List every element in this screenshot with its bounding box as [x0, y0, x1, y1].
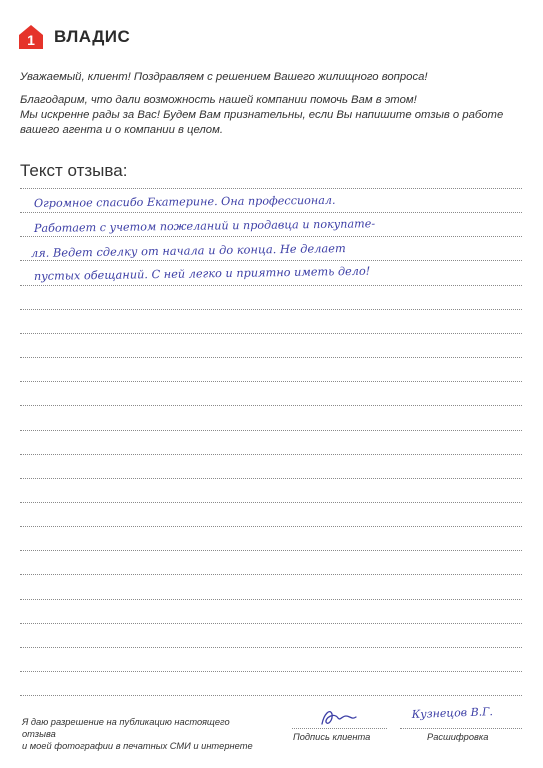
brand-logo [18, 24, 130, 50]
ruled-line [20, 695, 522, 696]
review-heading: Текст отзыва: [20, 161, 128, 180]
ruled-line [20, 260, 522, 261]
ruled-line [20, 188, 522, 189]
ruled-line [20, 381, 522, 382]
ruled-line [20, 574, 522, 575]
thanks-line-2: Мы искренне рады за Вас! Будем Вам признательны, если Вы напишите отзыв о работе [20, 109, 504, 121]
ruled-line [20, 550, 522, 551]
ruled-line [20, 430, 522, 431]
decoding-handwriting: Кузнецов В.Г. [411, 705, 494, 721]
decoding-line [400, 728, 522, 729]
consent-line-2: и моей фотографии в печатных СМИ и интернете [22, 741, 253, 751]
ruled-line [20, 599, 522, 600]
thanks-line-3: вашего агента и о компании в целом. [20, 124, 223, 136]
ruled-line [20, 671, 522, 672]
handwritten-line-1: Огромное спасибо Екатерине. Она профессионал. [33, 193, 336, 210]
ruled-line [20, 357, 522, 358]
brand-name: ВЛАДИС [54, 27, 131, 46]
handwritten-line-2: Работает с учетом пожеланий и продавца и покупате- [33, 217, 376, 235]
ruled-line [20, 405, 522, 406]
handwritten-line-3: ля. Ведет сделку от начала и до конца. Не делает [30, 241, 346, 260]
house-logo-icon [18, 24, 44, 50]
intro-text [20, 70, 520, 138]
ruled-line [20, 333, 522, 334]
consent-text [22, 716, 262, 752]
ruled-line [20, 478, 522, 479]
review-lines [20, 183, 522, 713]
ruled-line [20, 647, 522, 648]
ruled-line [20, 454, 522, 455]
ruled-line [20, 623, 522, 624]
handwritten-line-4: пустых обещаний. С ней легко и приятно иметь дело! [33, 264, 371, 283]
ruled-line [20, 502, 522, 503]
consent-line-1: Я даю разрешение на публикацию настоящего отзыва [22, 717, 230, 739]
ruled-line [20, 309, 522, 310]
signature-label: Подпись клиента [293, 732, 371, 742]
ruled-line [20, 236, 522, 237]
ruled-line [20, 526, 522, 527]
logo-digit: 1 [27, 32, 35, 48]
greeting-text: Уважаемый, клиент! Поздравляем с решением Вашего жилищного вопроса! [20, 71, 428, 83]
thanks-line-1: Благодарим, что дали возможность нашей компании помочь Вам в этом! [20, 94, 417, 106]
ruled-line [20, 285, 522, 286]
client-signature [318, 704, 360, 730]
decoding-label: Расшифровка [427, 732, 489, 742]
ruled-line [20, 212, 522, 213]
